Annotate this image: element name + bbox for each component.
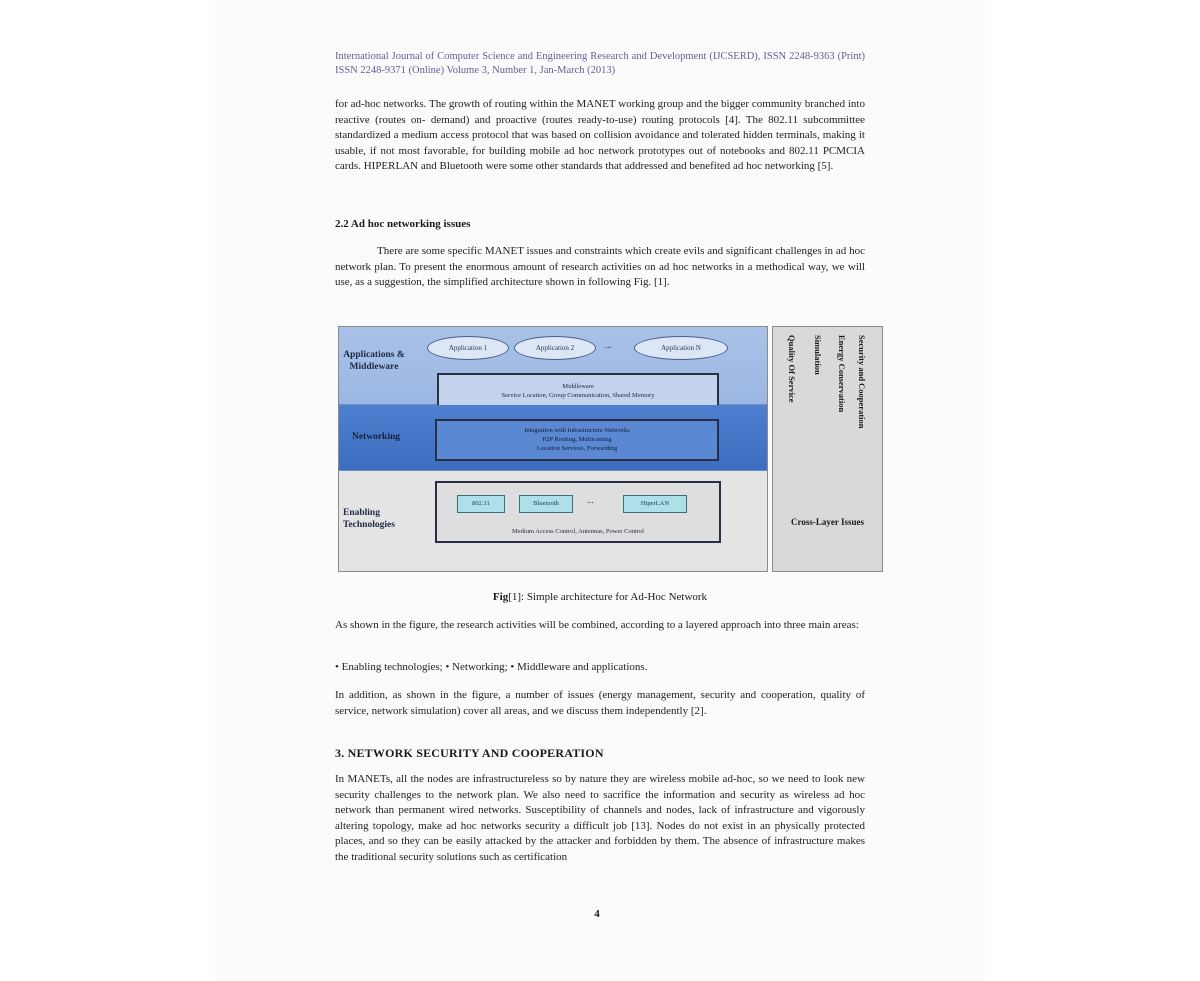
technologies-box	[435, 481, 721, 543]
networking-line-3: Location Services, Forwarding	[536, 445, 618, 452]
paragraph-3: As shown in the figure, the research activities will be combined, according to a layered approach into three main areas:	[335, 619, 859, 631]
layer-label-enabling: Enabling Technologies	[343, 508, 395, 530]
layer-applications	[339, 327, 767, 405]
tech-bluetooth: Bluetooth	[519, 495, 573, 513]
paragraph-6: In MANETs, all the nodes are infrastructureless so by nature they are wireless mobile ad-hoc, so we need to look new security challenges to the network plan. We also need to sacrifice the information and security as wireless ad hoc network than permanent wired networks. Susceptibility of channels and nodes, lack of infrastructure and vigorously altering topology, make ad hoc networks security a difficult job [13]. Nodes do not exist in an physically protected places, and so they can be easily attacked by the attacker and forbidden by them. The absence of infrastructure makes the traditional security solutions such as certification	[335, 773, 865, 863]
application-2-oval: Application 2	[514, 336, 596, 360]
page-number: 4	[594, 908, 600, 920]
cross-layer-label: Cross-Layer Issues	[791, 517, 864, 527]
layer-label-applications: Applications & Middleware	[343, 350, 405, 372]
application-n-oval: Application N	[634, 336, 728, 360]
paragraph-2: There are some specific MANET issues and constraints which create evils and significant challenges in ad hoc network plan. To present the enormous amount of research activities on ad hoc networks in a methodical way, we will use, as a suggestion, the simplified architecture shown in following Fig. [1].	[335, 245, 865, 289]
application-1-oval: Application 1	[427, 336, 509, 360]
journal-header: International Journal of Computer Science and Engineering Research and Development (IJCSERD), ISSN 2248-9363 (Print) ISSN 2248-9371 (Online) Volume 3, Number 1, Jan-March (2013)	[335, 51, 865, 76]
cross-security: Security and Cooperation	[857, 335, 867, 429]
tech-ellipsis: ...	[587, 495, 594, 505]
layer-stack	[338, 326, 768, 572]
networking-box	[435, 419, 719, 461]
paragraph-4: • Enabling technologies; • Networking; • Middleware and applications.	[335, 661, 648, 673]
apps-ellipsis: ...	[605, 340, 612, 350]
middleware-services: Service Location, Group Communication, Shared Memory	[501, 392, 655, 399]
tech-description: Medium Access Control, Antennas, Power Control	[512, 528, 644, 535]
tech-hiperlan: HiperLAN	[623, 495, 687, 513]
section-heading: 3. NETWORK SECURITY AND COOPERATION	[335, 746, 604, 760]
tech-80211: 802.11	[457, 495, 505, 513]
caption-text: [1]: Simple architecture for Ad-Hoc Network	[508, 591, 708, 603]
cross-layer-panel	[772, 326, 883, 572]
layer-label-networking: Networking	[351, 432, 401, 442]
figure-caption	[335, 591, 865, 603]
cross-simulation: Simulation	[813, 335, 823, 375]
subsection-heading: 2.2 Ad hoc networking issues	[335, 218, 471, 230]
caption-prefix: Fig	[492, 591, 509, 603]
cross-qos: Quality Of Service	[787, 335, 797, 403]
middleware-title: Middleware	[562, 383, 594, 390]
paragraph-5: In addition, as shown in the figure, a number of issues (energy management, security and cooperation, quality of service, network simulation) cover all areas, and we discuss them independently [2].	[335, 689, 865, 717]
paragraph-1: for ad-hoc networks. The growth of routing within the MANET working group and the bigger community branched into reactive (routes on- demand) and proactive (routes ready-to-use) routing protocols [4]. The 802.11 subcommittee standardized a medium access protocol that was based on collision avoidance and tolerated hidden terminals, making it usable, if not most favorable, for building mobile ad hoc network prototypes out of notebooks and 802.11 PCMCIA cards. HIPERLAN and Bluetooth were some other standards that addressed and benefited ad hoc networking [5].	[335, 98, 865, 173]
cross-energy: Energy Conservation	[837, 335, 847, 413]
networking-line-1: Integration with Infrastructure Networks	[524, 427, 630, 434]
architecture-figure	[338, 326, 883, 572]
networking-line-2: P2P Routing, Multicasting	[542, 436, 612, 443]
